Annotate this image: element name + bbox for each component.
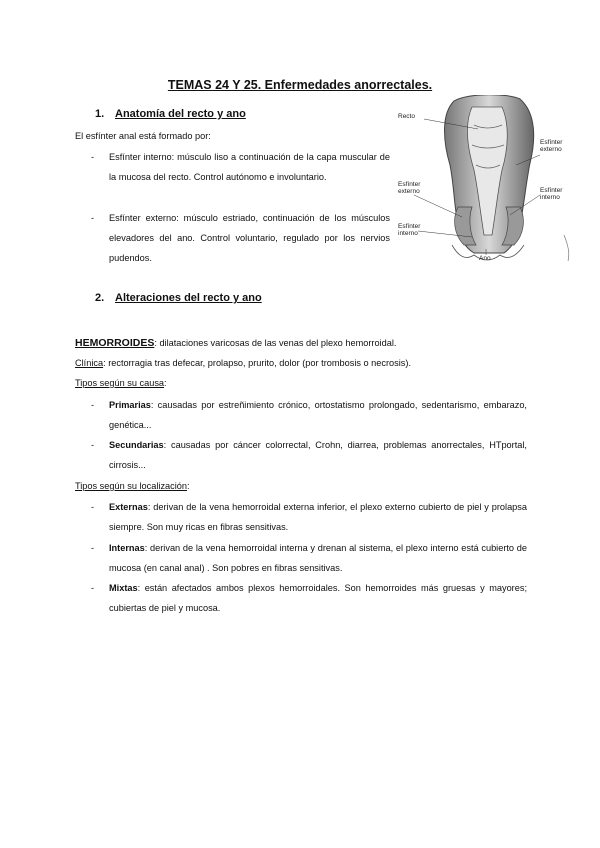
label-esfinter-externo-right: Esfínter externo	[540, 139, 563, 153]
hemorroides-term: HEMORROIDES	[75, 337, 155, 349]
section-1-intro: El esfínter anal está formado por:	[75, 131, 211, 141]
list-item-externas: - Externas: derivan de la vena hemorroidal externa inferior, el plexo externo cubierto de piel y prolapsa siempre. Son muy ricas en fibras sensitivas.	[91, 502, 527, 532]
item-text: : derivan de la vena hemorroidal externa inferior, el plexo externo cubierto de piel y prolapsa siempre. Son muy ricas en fibras sensitivas.	[109, 502, 527, 532]
label-recto: Recto	[398, 113, 415, 120]
list-item-secundarias: - Secundarias: causadas por cáncer colorrectal, Crohn, diarrea, problemas anorrectales, HTportal, cirrosis...	[91, 440, 527, 470]
anatomy-figure	[392, 95, 580, 265]
item-term: Internas	[109, 543, 145, 553]
item-term: Primarias	[109, 400, 151, 410]
tipos-localizacion-label: Tipos según su localización	[75, 481, 188, 491]
hemorroides-definition	[75, 333, 396, 353]
list-item-internas: - Internas: derivan de la vena hemorroidal interna y drenan al sistema, el plexo interno está cubierto de mucosa (en canal anal) . Son pobres en fibras sensitivas.	[91, 543, 527, 573]
label-esfinter-externo-left: Esfínter externo	[398, 181, 421, 195]
label-esfinter-interno-left: Esfínter interno	[398, 223, 421, 237]
bullet-text: Esfínter interno: músculo liso a continuación de la capa muscular de la mucosa del recto. Control autónomo e involuntario.	[109, 152, 390, 182]
tipos-causa-label: Tipos según su causa	[75, 378, 165, 388]
item-text: : están afectados ambos plexos hemorroidales. Son hemorroides más gruesas y mayores; cubiertas de piel y mucosa.	[109, 583, 527, 613]
section-2-title: Alteraciones del recto y ano	[115, 292, 262, 304]
section-1-heading	[95, 108, 246, 120]
item-term: Externas	[109, 502, 148, 512]
tipos-localizacion-heading: Tipos según su localización:	[75, 481, 190, 491]
section-2-heading	[95, 292, 262, 304]
label-esfinter-interno-right: Esfínter interno	[540, 187, 563, 201]
clinica-line	[75, 353, 411, 373]
section-1-title: Anatomía del recto y ano	[115, 108, 246, 120]
bullet-esfinter-externo: - Esfínter externo: músculo estriado, continuación de los músculos elevadores del ano. Control voluntario, regulado por los nervios pudendos.	[91, 208, 390, 268]
item-term: Secundarias	[109, 440, 164, 450]
bullet-esfinter-interno: - Esfínter interno: músculo liso a continuación de la capa muscular de la mucosa del recto. Control autónomo e involuntario.	[91, 147, 390, 187]
clinica-label: Clínica	[75, 358, 104, 368]
item-text: : derivan de la vena hemorroidal interna y drenan al sistema, el plexo interno está cubierto de mucosa (en canal anal) . Son pobres en fibras sensitivas.	[109, 543, 527, 573]
list-item-primarias: - Primarias: causadas por estreñimiento crónico, ortostatismo prolongado, sedentarismo, embarazo, genética...	[91, 400, 527, 430]
item-term: Mixtas	[109, 583, 138, 593]
page-title: TEMAS 24 Y 25. Enfermedades anorrectales.	[167, 78, 433, 92]
section-1-number: 1.	[95, 108, 105, 120]
bullet-text: Esfínter externo: músculo estriado, continuación de los músculos elevadores del ano. Control voluntario, regulado por los nervios pudendos.	[109, 213, 390, 263]
hemorroides-definition-text: : dilataciones varicosas de las venas del plexo hemorroidal.	[154, 338, 397, 348]
list-item-mixtas: - Mixtas: están afectados ambos plexos hemorroidales. Son hemorroides más gruesas y mayores; cubiertas de piel y mucosa.	[91, 583, 527, 613]
clinica-text: : rectorragia tras defecar, prolapso, prurito, dolor (por trombosis o necrosis).	[103, 358, 412, 368]
item-text: : causadas por cáncer colorrectal, Crohn, diarrea, problemas anorrectales, HTportal, cirrosis...	[109, 440, 527, 470]
label-ano: Ano	[479, 255, 491, 262]
section-2-number: 2.	[95, 292, 105, 304]
item-text: : causadas por estreñimiento crónico, ortostatismo prolongado, sedentarismo, embarazo, genética...	[109, 400, 527, 430]
tipos-causa-heading: Tipos según su causa:	[75, 378, 167, 388]
anatomy-illustration	[392, 95, 580, 265]
